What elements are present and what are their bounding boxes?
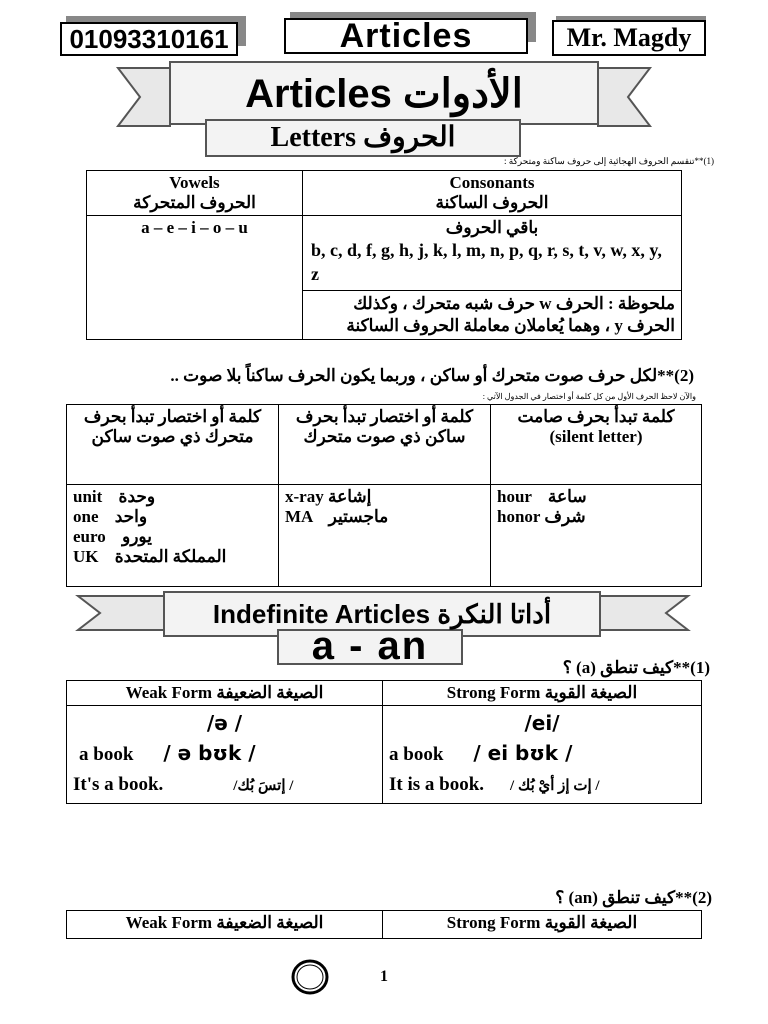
letters-table bbox=[86, 170, 682, 340]
silent-letter-table bbox=[66, 404, 702, 587]
list-item: euro يورو bbox=[73, 527, 152, 546]
vowels-en: Vowels bbox=[169, 173, 220, 192]
circle-decoration bbox=[288, 956, 332, 998]
weak-ipa: /ə / bbox=[206, 711, 243, 735]
mid-items-cell bbox=[279, 485, 491, 587]
page-number: 1 bbox=[380, 968, 388, 985]
strong-form-header-2: Strong Form الصيغة القوية bbox=[383, 911, 702, 939]
banner-1-title: Articles الأدوات bbox=[245, 72, 523, 116]
list-item: hour ساعة bbox=[497, 487, 587, 506]
weak-form-header-2: Weak Form الصيغة الضعيفة bbox=[67, 911, 383, 939]
header-title: Articles bbox=[339, 17, 473, 55]
phone-number: 01093310161 bbox=[69, 24, 229, 54]
teacher-name: Mr. Magdy bbox=[566, 23, 692, 52]
strong-sentence-row: It is a book. / إت إز أيْ بُك / bbox=[389, 774, 600, 795]
consonants-en: Consonants bbox=[449, 173, 535, 192]
question-2: (2)**كيف تنطق (an) ؟ bbox=[555, 888, 712, 907]
weak-form-cell bbox=[67, 706, 383, 804]
weak-form-header: Weak Form الصيغة الضعيفة bbox=[67, 681, 383, 706]
weak-sentence-row: It's a book. /إتسَ بُك / bbox=[73, 774, 294, 795]
weak-book-row: a book / ə bʊk / bbox=[79, 741, 256, 765]
col-right-ar: كلمة تبدأ بحرف صامت bbox=[517, 407, 675, 426]
vowels-ar: الحروف المتحركة bbox=[133, 193, 256, 212]
strong-book-row: a book / ei bʊk / bbox=[389, 741, 573, 765]
banner-1-subtitle: Letters الحروف bbox=[270, 122, 456, 153]
banner-2-subtitle: a - an bbox=[311, 624, 429, 668]
vowels-header bbox=[87, 171, 303, 216]
col-right-en: (silent letter) bbox=[549, 427, 643, 446]
left-items-cell bbox=[67, 485, 279, 587]
list-item: unit وحدة bbox=[73, 487, 156, 506]
col-mid-header: كلمة أو اختصار تبدأ بحرف ساكن ذي صوت متحرك bbox=[279, 405, 491, 485]
strong-form-cell bbox=[383, 706, 702, 804]
list-item: UK المملكة المتحدة bbox=[73, 547, 227, 566]
strong-form-header: Strong Form الصيغة القوية bbox=[383, 681, 702, 706]
consonants-header bbox=[303, 171, 682, 216]
col-right-header bbox=[491, 405, 702, 485]
vowels-list: a – e – i – o – u bbox=[87, 216, 303, 340]
a-pronunciation-table bbox=[66, 680, 702, 804]
consonants-cell bbox=[303, 216, 682, 291]
consonants-note: ملحوظة : الحرف w حرف شبه متحرك ، وكذلك الحرف y ، وهما يُعاملان معاملة الحروف الساكنة bbox=[303, 291, 682, 340]
consonants-ar: الحروف الساكنة bbox=[435, 193, 549, 212]
consonants-rest: باقي الحروف bbox=[445, 218, 539, 237]
col-left-header: كلمة أو اختصار تبدأ بحرف متحرك ذي صوت ساكن bbox=[67, 405, 279, 485]
list-item: one واحد bbox=[73, 507, 148, 526]
banner-2-title: Indefinite Articles أداتا النكرة bbox=[212, 599, 552, 629]
list-item: honor شرف bbox=[497, 507, 586, 526]
consonants-list: b, c, d, f, g, h, j, k, l, m, n, p, q, r, s, t, v, w, x, y, z bbox=[311, 240, 662, 284]
strong-ipa: /ei/ bbox=[524, 711, 560, 735]
note-1: (1)**تنقسم الحروف الهجائية إلى حروف ساكنة ومتحركة : bbox=[503, 156, 714, 166]
section-2-sub: والآن لاحظ الحرف الأول من كل كلمة أو اختصار في الجدول الآتي : bbox=[482, 392, 696, 401]
right-items-cell bbox=[491, 485, 702, 587]
section-2-heading: (2)**لكل حرف صوت متحرك أو ساكن ، وربما يكون الحرف ساكناً بلا صوت .. bbox=[170, 366, 694, 385]
question-1: (1)**كيف تنطق (a) ؟ bbox=[562, 658, 710, 677]
an-pronunciation-table bbox=[66, 910, 702, 939]
list-item: x-ray إشاعة bbox=[285, 487, 372, 506]
list-item: MA ماجستير bbox=[285, 507, 389, 526]
